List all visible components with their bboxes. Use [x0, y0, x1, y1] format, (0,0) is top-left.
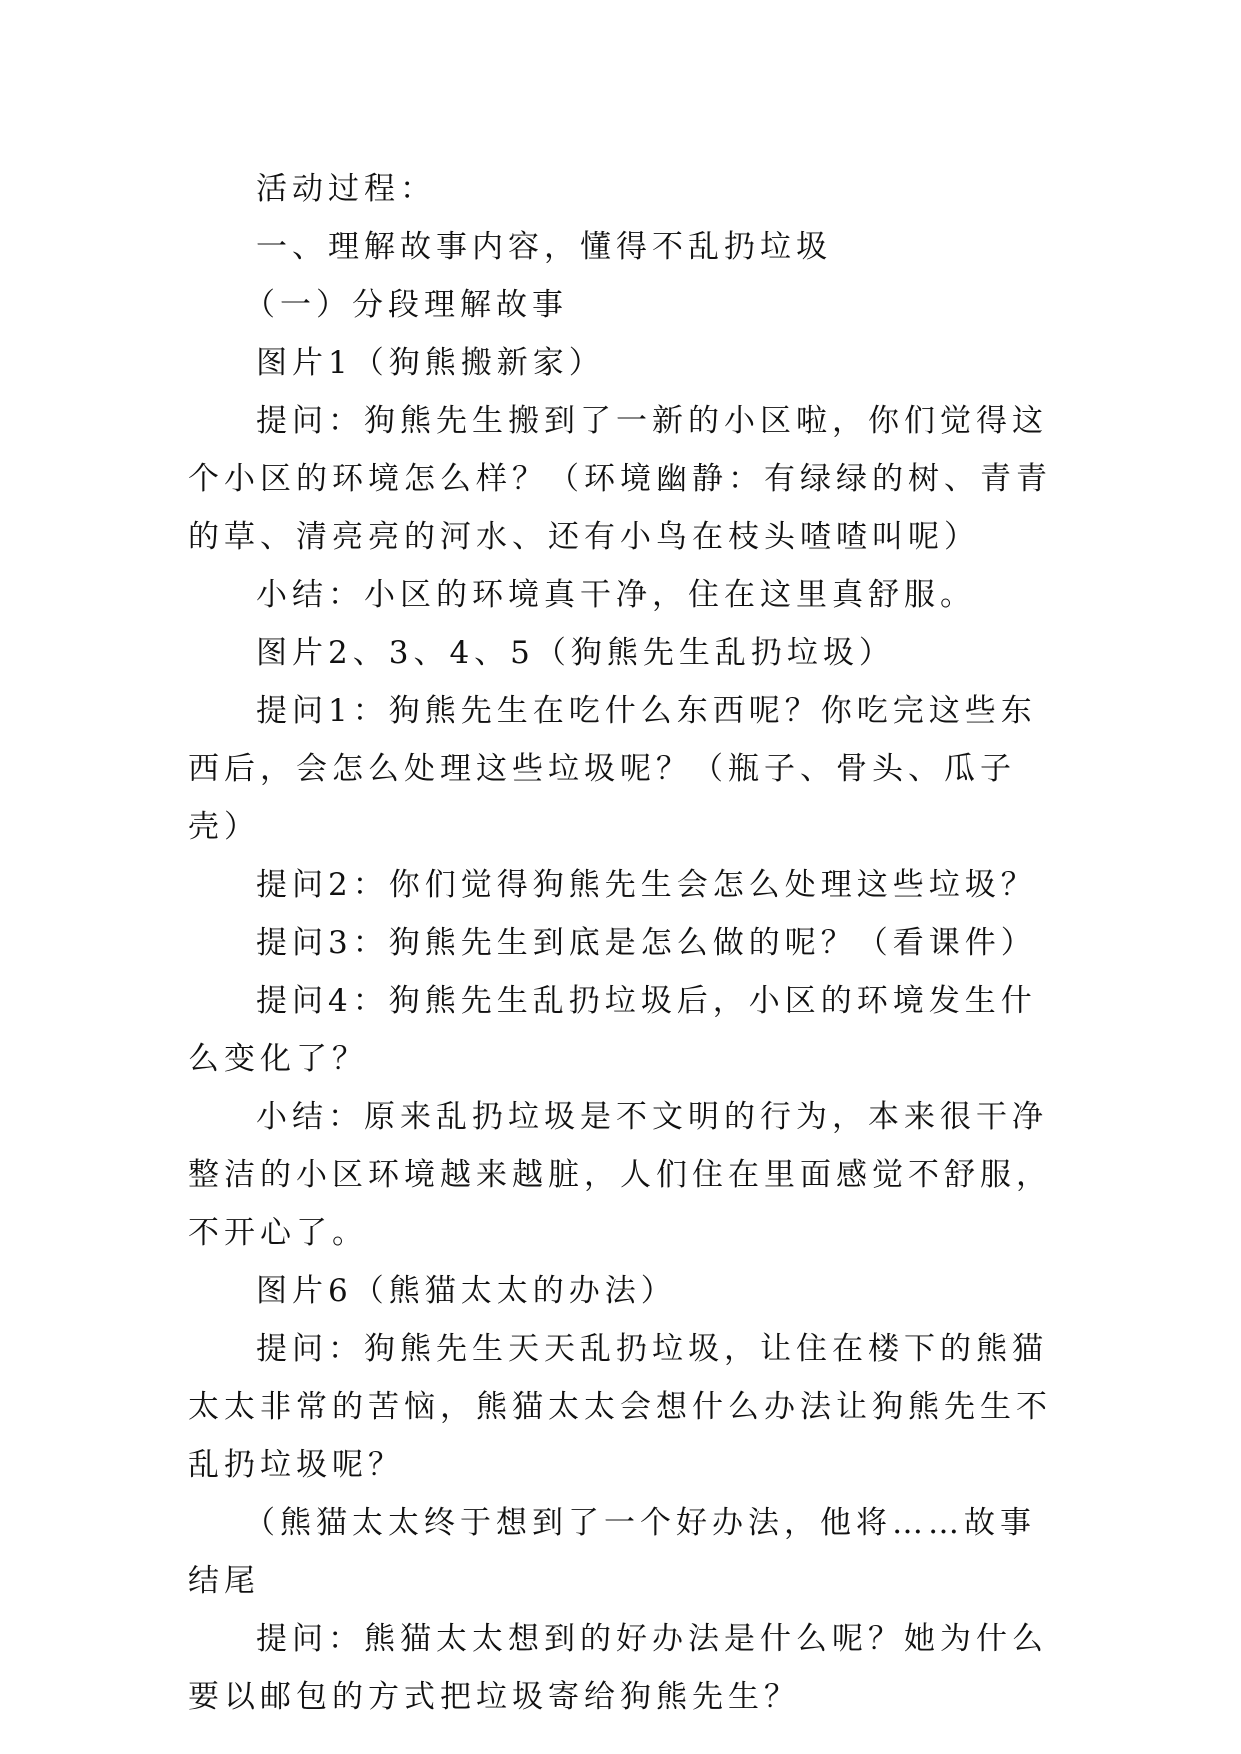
question-paragraph: 提问：熊猫太太想到的好办法是什么呢？她为什么要以邮包的方式把垃圾寄给狗熊先生？: [188, 1621, 1048, 1715]
question-paragraph: 提问2：你们觉得狗熊先生会怎么处理这些垃圾？: [256, 867, 1037, 903]
summary-paragraph: 小结：小区的环境真干净，住在这里真舒服。: [256, 577, 976, 613]
picture-caption: 图片1（狗熊搬新家）: [256, 345, 605, 381]
summary-paragraph: 小结：原来乱扔垃圾是不文明的行为，本来很干净整洁的小区环境越来越脏，人们住在里面感觉不舒服，不开心了。: [188, 1099, 1052, 1251]
question-paragraph: 提问4：狗熊先生乱扔垃圾后，小区的环境发生什么变化了？: [188, 983, 1037, 1077]
section-title: 一、理解故事内容，懂得不乱扔垃圾: [256, 229, 832, 265]
subsection-title: （一）分段理解故事: [244, 287, 568, 323]
question-paragraph: 提问3：狗熊先生到底是怎么做的呢？（看课件）: [256, 925, 1037, 961]
section-heading: 活动过程：: [256, 171, 436, 207]
question-paragraph: 提问：狗熊先生搬到了一新的小区啦，你们觉得这个小区的环境怎么样？（环境幽静：有绿绿的树、青青的草、清亮亮的河水、还有小鸟在枝头喳喳叫呢）: [188, 403, 1052, 555]
document-body: [188, 160, 1058, 1726]
story-ending-note: （熊猫太太终于想到了一个好办法，他将……故事结尾: [188, 1505, 1036, 1599]
picture-caption: 图片2、3、4、5（狗熊先生乱扔垃圾）: [256, 635, 895, 671]
question-paragraph: 提问：狗熊先生天天乱扔垃圾，让住在楼下的熊猫太太非常的苦恼，熊猫太太会想什么办法让狗熊先生不乱扔垃圾呢？: [188, 1331, 1052, 1483]
picture-caption: 图片6（熊猫太太的办法）: [256, 1273, 677, 1309]
question-paragraph: 提问1：狗熊先生在吃什么东西呢？你吃完这些东西后，会怎么处理这些垃圾呢？（瓶子、骨头、瓜子壳）: [188, 693, 1037, 845]
